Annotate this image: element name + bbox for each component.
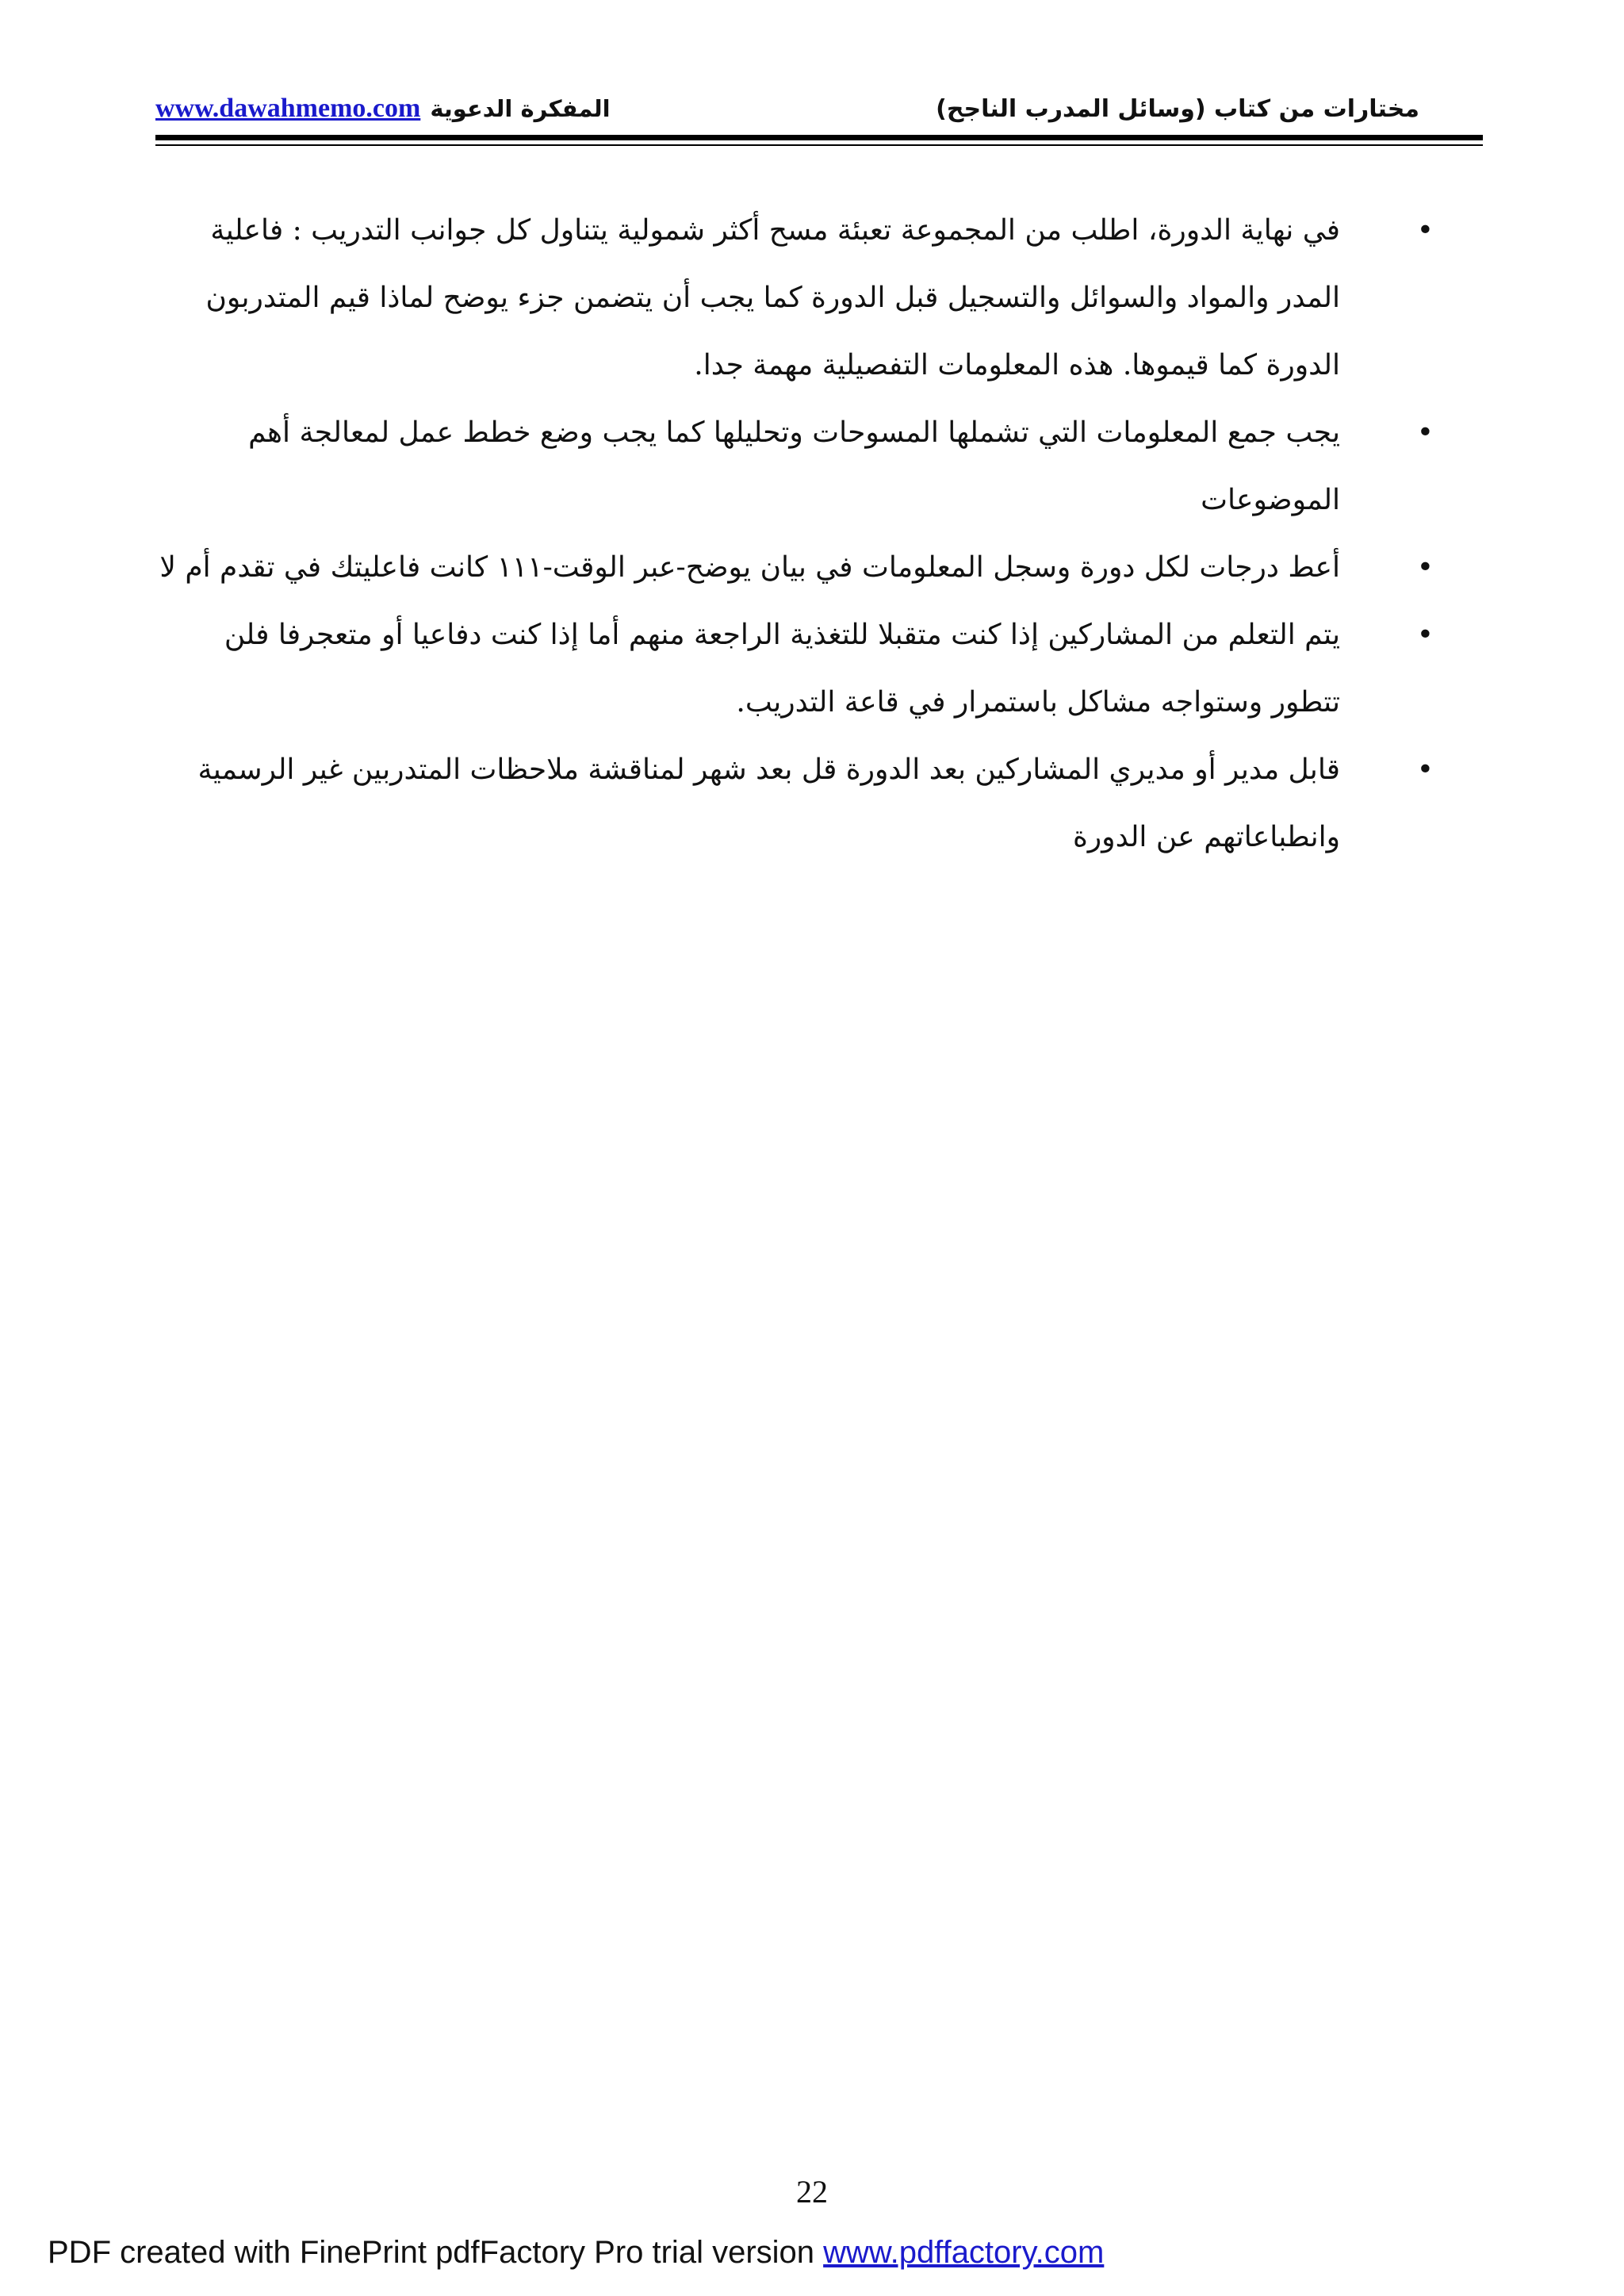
bullet-icon: •: [1416, 619, 1434, 651]
footer-text: PDF created with FinePrint pdfFactory Pro trial version: [48, 2235, 824, 2270]
page-content: [159, 197, 1434, 871]
header-rule-thick: [155, 135, 1483, 140]
page-header: [155, 94, 1483, 141]
bullet-icon: •: [1416, 551, 1434, 584]
footer-link[interactable]: www.pdffactory.com: [823, 2235, 1105, 2270]
bullet-text-3: أعط درجات لكل دورة وسجل المعلومات في بيان يوضح-عبر الوقت-١١١ كانت فاعليتك في تقدم أم لا: [159, 551, 1340, 584]
bullet-text-1: في نهاية الدورة، اطلب من المجموعة تعبئة مسح أكثر شمولية يتناول كل جوانب التدريب : فاعلية المدر والمواد والسوائل والتسجيل قبل الدورة كما يجب أن يتضمن جزء يوضح لماذا قيم المتدربون الدورة كما قيموها. هذه المعلومات التفصيلية مهمة جدا.: [205, 214, 1340, 381]
bullet-icon: •: [1416, 416, 1434, 449]
header-rule-thin: [155, 144, 1483, 146]
bullet-list: [159, 197, 1434, 871]
pdf-footer: [48, 2235, 1104, 2271]
bullet-text-4: يتم التعلم من المشاركين إذا كنت متقبلا للتغذية الراجعة منهم أما إذا كنت دفاعيا أو متعجرفا فلن تتطور وستواجه مشاكل باستمرار في قاعة التدريب.: [224, 619, 1340, 719]
bullet-icon: •: [1416, 753, 1434, 786]
book-title: مختارات من كتاب (وسائل المدرب الناجح): [936, 95, 1419, 123]
bullet-item-5: [159, 736, 1434, 871]
site-name: المفكرة الدعوية: [430, 95, 611, 122]
bullet-item-4: [159, 601, 1434, 736]
header-left: [155, 94, 611, 124]
bullet-icon: •: [1416, 214, 1434, 247]
bullet-text-2: يجب جمع المعلومات التي تشملها المسوحات وتحليلها كما يجب وضع خطط عمل لمعالجة أهم الموضوعات: [248, 416, 1340, 516]
bullet-item-3: [159, 534, 1434, 601]
page-number: 22: [796, 2174, 828, 2210]
bullet-item-2: [159, 399, 1434, 534]
website-link[interactable]: www.dawahmemo.com: [155, 94, 421, 123]
bullet-text-5: قابل مدير أو مديري المشاركين بعد الدورة قل بعد شهر لمناقشة ملاحظات المتدربين غير الرسمية وانطباعاتهم عن الدورة: [197, 753, 1340, 853]
bullet-item-1: [159, 197, 1434, 399]
